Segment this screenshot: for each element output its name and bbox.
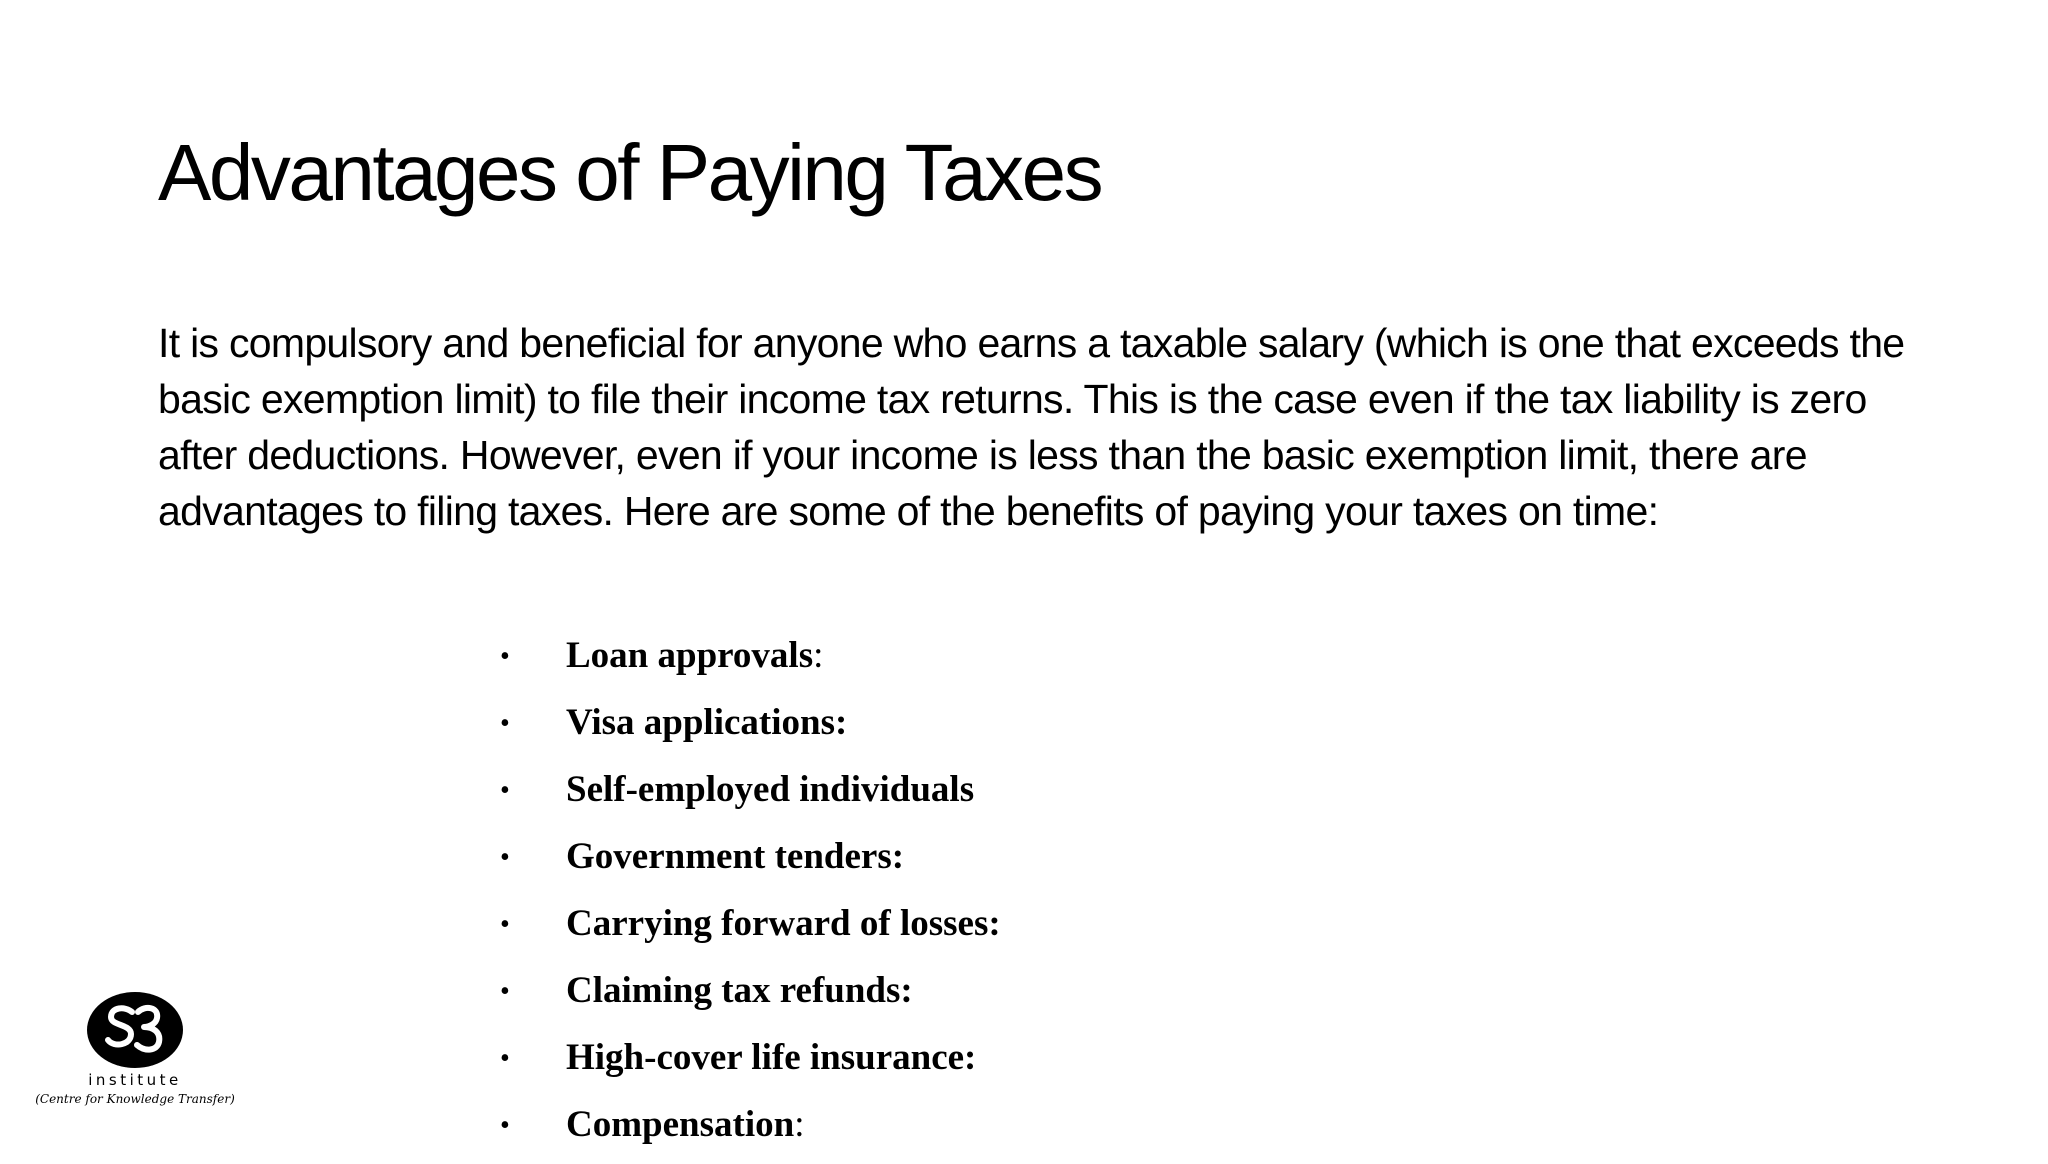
logo-tagline: (Centre for Knowledge Transfer) <box>35 1092 235 1106</box>
benefit-label: Government tenders: <box>566 836 905 877</box>
list-item <box>500 628 1001 695</box>
benefit-label: Loan approvals <box>566 635 814 676</box>
bullet-icon: • <box>500 708 510 739</box>
sb-logo-icon <box>83 990 187 1070</box>
benefit-label: Compensation <box>566 1104 795 1145</box>
bullet-icon: • <box>500 842 510 873</box>
benefit-label: High-cover life insurance: <box>566 1037 977 1078</box>
list-item <box>500 762 1001 829</box>
intro-paragraph: It is compulsory and beneficial for anyone who earns a taxable salary (which is one that exceeds the basic exemption limit) to file their income tax returns. This is the case even if the tax liability is zero after deductions. However, even if your income is less than the basic exemption limit, there are advantages to filing taxes. Here are some of the benefits of paying your taxes on time: <box>158 320 1905 534</box>
benefit-label: Claiming tax refunds: <box>566 970 913 1011</box>
list-item <box>500 963 1001 1030</box>
list-item <box>500 1030 1001 1097</box>
benefits-list <box>500 628 1001 1164</box>
bullet-icon: • <box>500 909 510 940</box>
bullet-icon: • <box>500 1043 510 1074</box>
bullet-icon: • <box>500 641 510 672</box>
institute-logo <box>30 990 240 1120</box>
bullet-icon: • <box>500 976 510 1007</box>
list-item <box>500 1097 1001 1164</box>
bullet-icon: • <box>500 1110 510 1141</box>
bullet-icon: • <box>500 775 510 806</box>
list-item <box>500 829 1001 896</box>
benefit-suffix: : <box>813 635 824 676</box>
benefit-label: Visa applications: <box>566 702 848 743</box>
slide-title: Advantages of Paying Taxes <box>158 128 1102 217</box>
logo-name: institute <box>88 1071 182 1089</box>
benefit-label: Carrying forward of losses: <box>566 903 1001 944</box>
list-item <box>500 695 1001 762</box>
benefit-suffix: : <box>794 1104 805 1145</box>
benefit-label: Self-employed individuals <box>566 769 975 810</box>
list-item <box>500 896 1001 963</box>
